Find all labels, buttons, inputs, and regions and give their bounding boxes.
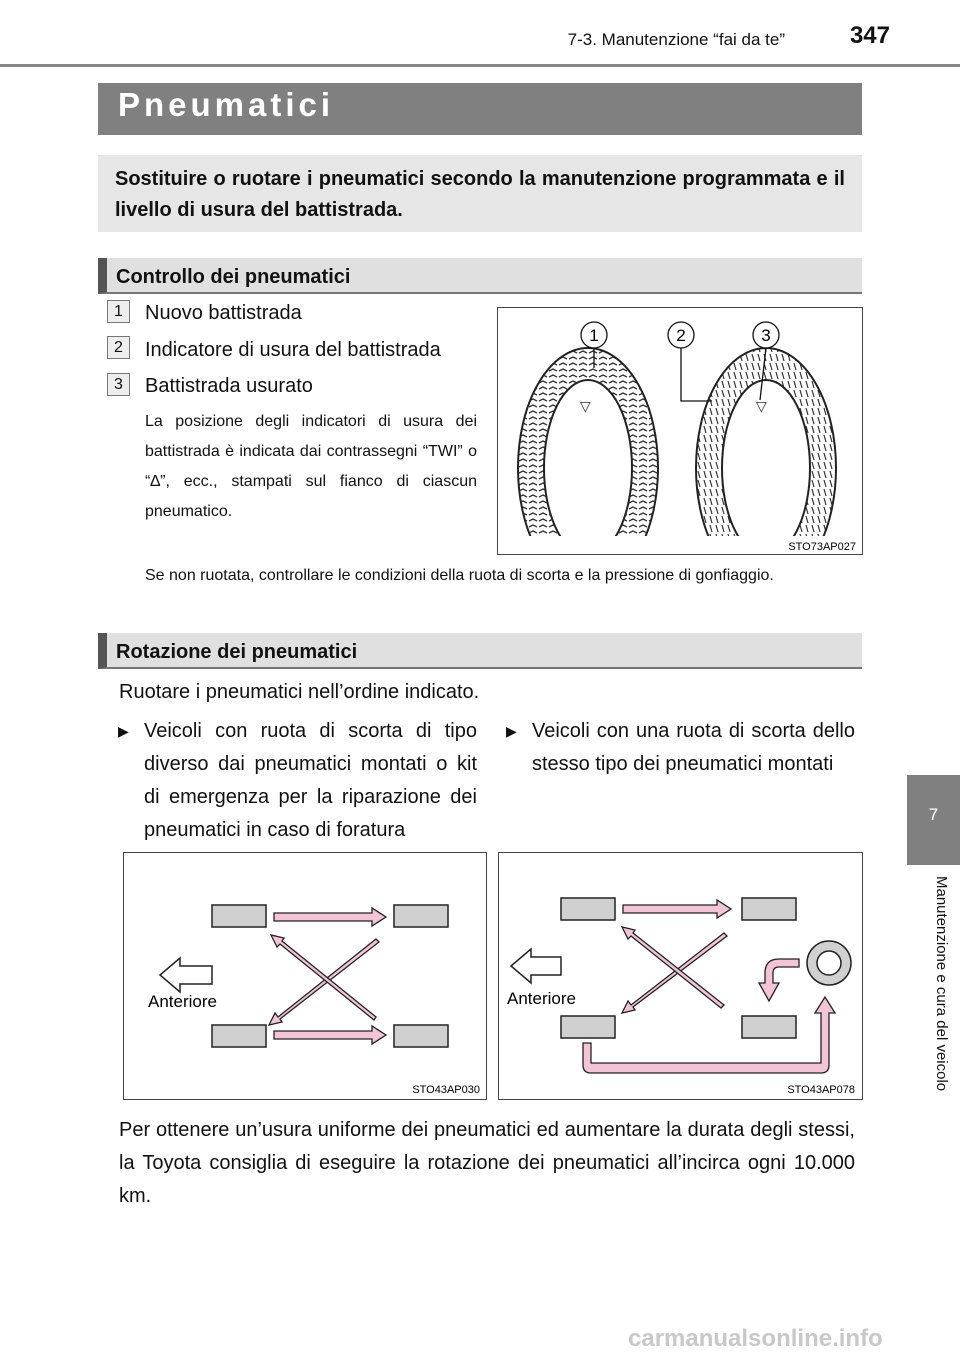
section-heading-rotation: Rotazione dei pneumatici (116, 641, 358, 663)
page-title: Pneumatici (118, 86, 335, 123)
tire-front-left (212, 905, 266, 927)
bullet-arrow-icon: ▶ (118, 723, 129, 739)
bullet-arrow-icon: ▶ (506, 723, 517, 739)
callout-2: 2 (676, 326, 686, 345)
rotation-arrow (274, 1026, 386, 1044)
figure-code-rotation-b: STO43AP078 (787, 1084, 855, 1096)
tire-wear-figure (497, 307, 863, 555)
svg-text:▽: ▽ (756, 398, 767, 414)
item-label-new-tread: Nuovo battistrada (145, 302, 302, 324)
tire-front-right (394, 905, 448, 927)
item-label-wear-indicator: Indicatore di usura del battistrada (145, 339, 441, 361)
spare-tire-note: Se non ruotata, controllare le condizioni della ruota di scorta e la pressione di gonfiaggio. (145, 567, 774, 584)
chapter-number: 7 (928, 805, 939, 824)
rotation-figure-a (123, 852, 487, 1100)
rotation-arrow (623, 900, 731, 918)
tire-front-right (742, 898, 796, 920)
rotation-closing-text: Per ottenere un’usura uniforme dei pneumatici ed aumentare la durata degli stessi, la Toyota consiglia di eseguire la rotazione dei pneumatici all’incirca ogni 10.000 km. (119, 1119, 855, 1207)
header-rule (0, 64, 960, 67)
tire-rear-left (561, 1016, 615, 1038)
rotation-arrow (269, 939, 379, 1025)
section-heading-check: Controllo dei pneumatici (116, 266, 351, 288)
case-b-text: Veicoli con una ruota di scorta dello stesso tipo dei pneumatici montati (532, 720, 855, 775)
tire-rear-right (394, 1025, 448, 1047)
case-a-text: Veicoli con ruota di scorta di tipo diverso dai pneumatici montati o kit di emergenza per la riparazione dei pneumatici in caso di foratura (144, 720, 477, 841)
intro-text: Sostituire o ruotare i pneumatici secondo la manutenzione programmata e il livello di usura del battistrada. (115, 168, 845, 221)
figure-code-tire: STO73AP027 (788, 541, 856, 553)
svg-text:▽: ▽ (580, 398, 591, 414)
rotation-figure-b (498, 852, 863, 1100)
tire-rear-right (742, 1016, 796, 1038)
item-number-1: 1 (107, 300, 130, 323)
rotation-diagram-b (499, 853, 862, 1099)
rotation-arrow (274, 908, 386, 926)
figure-code-rotation-a: STO43AP030 (412, 1084, 480, 1096)
item-number-3: 3 (107, 373, 130, 396)
twi-note: La posizione degli indicatori di usura dei battistrada è indicata dai contrassegni “TWI” o “∆”, ecc., stampati sul fianco di ciascun pneumatico. (145, 413, 477, 520)
rotation-arrow (271, 935, 376, 1020)
item-label-worn-tread: Battistrada usurato (145, 375, 313, 397)
front-direction-arrow (160, 958, 212, 992)
tire-wear-illustration (498, 308, 862, 554)
rotation-arrow (622, 927, 724, 1008)
watermark: carmanualsonline.info (628, 1325, 883, 1352)
callout-1: 1 (589, 326, 599, 345)
tire-rear-left (212, 1025, 266, 1047)
rotation-arrow (759, 959, 799, 1001)
front-label-a: Anteriore (148, 992, 217, 1011)
running-header-section: 7-3. Manutenzione “fai da te” (567, 30, 785, 49)
page-number: 347 (849, 22, 890, 49)
rotation-diagram-a (124, 853, 486, 1099)
front-label-b: Anteriore (507, 989, 576, 1008)
chapter-title: Manutenzione e cura del veicolo (933, 876, 950, 1092)
front-direction-arrow (511, 949, 561, 983)
item-number-2: 2 (107, 336, 130, 359)
rotation-arrow (583, 997, 835, 1073)
rotation-lead: Ruotare i pneumatici nell’ordine indicato. (119, 681, 480, 703)
callout-3: 3 (761, 326, 771, 345)
tire-front-left (561, 898, 615, 920)
